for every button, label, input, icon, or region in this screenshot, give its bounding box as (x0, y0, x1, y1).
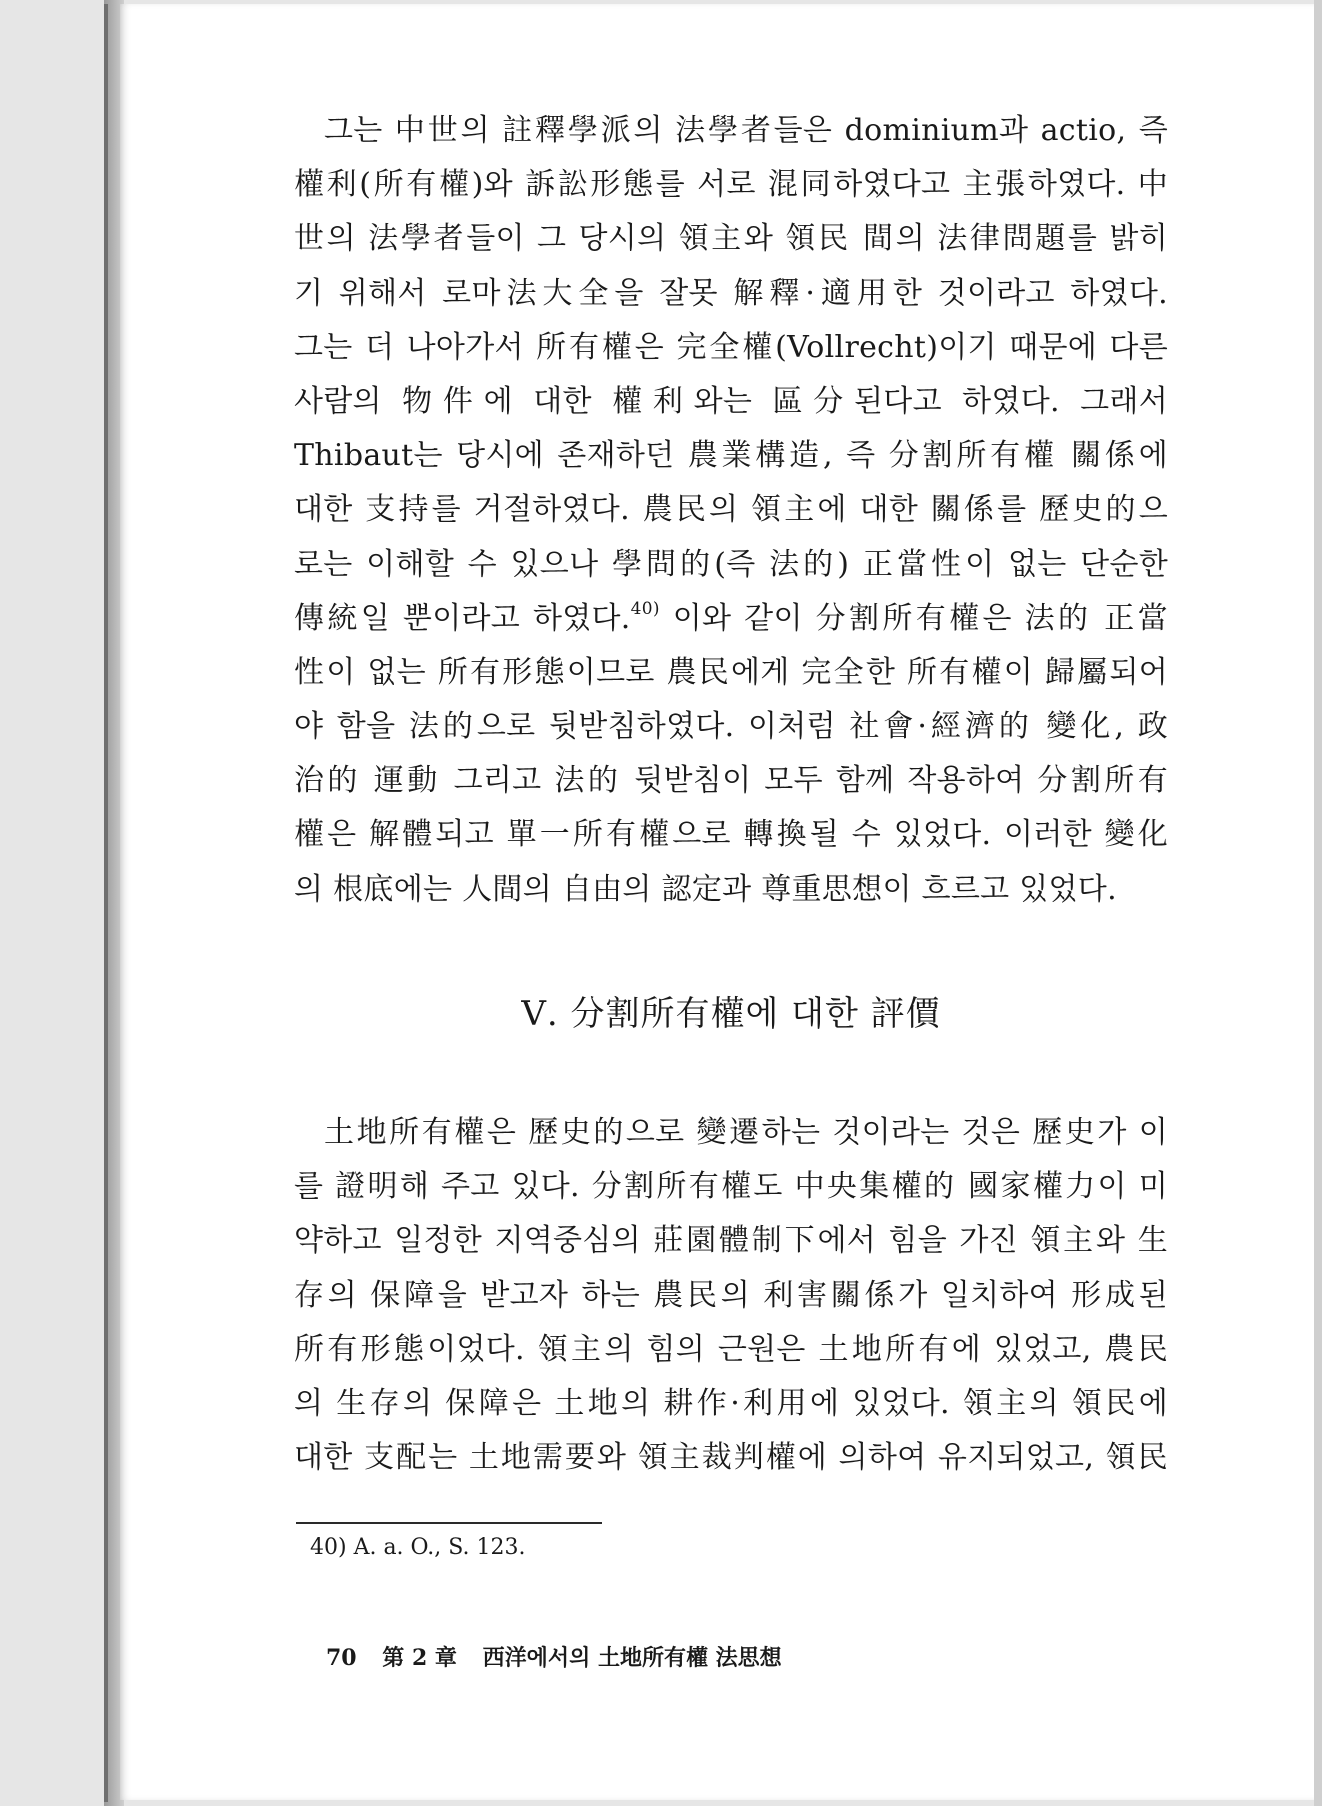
text-line: 대한 支持를 거절하였다. 農民의 領主에 대한 關係를 歷史的으 (294, 492, 1168, 528)
body-paragraph-1 (294, 104, 1168, 917)
footnote: 40) A. a. O., S. 123. (310, 1535, 526, 1560)
text-line: 權은 解體되고 單一所有權으로 轉換될 수 있었다. 이러한 變化 (294, 817, 1168, 853)
text-line: 所有形態이었다. 領主의 힘의 근원은 土地所有에 있었고, 農民 (294, 1331, 1168, 1367)
text-segment: 이와 같이 分割所有權은 法的 正當 (672, 600, 1168, 636)
running-footer (326, 1642, 782, 1674)
text-line: 土地所有權은 歷史的으로 變遷하는 것이라는 것은 歷史가 이 (324, 1115, 1168, 1150)
text-line: Thibaut는 당시에 존재하던 農業構造, 즉 分割所有權 關係에 (294, 438, 1168, 474)
footnote-reference: 40) (630, 598, 660, 619)
text-line-with-footnote-ref (294, 592, 1168, 646)
text-line: 대한 支配는 土地需要와 領主裁判權에 의하여 유지되었고, 領民 (294, 1440, 1168, 1476)
text-line: 存의 保障을 받고자 하는 農民의 利害關係가 일치하여 形成된 (294, 1277, 1168, 1313)
body-paragraph-2 (294, 1106, 1168, 1485)
text-line: 약하고 일정한 지역중심의 莊園體制下에서 힘을 가진 領主와 生 (294, 1223, 1168, 1259)
text-line: 權利(所有權)와 訴訟形態를 서로 混同하였다고 主張하였다. 中 (294, 167, 1168, 203)
page-right-edge (1314, 0, 1322, 1806)
page-left-edge (104, 4, 108, 1802)
chapter-title: 西洋에서의 土地所有權 法思想 (482, 1645, 782, 1671)
text-line: 야 함을 法的으로 뒷받침하였다. 이처럼 社會·經濟的 變化, 政 (294, 709, 1168, 745)
footnote-divider (296, 1522, 602, 1524)
text-line: 사람의 物件에 대한 權利와는 區分된다고 하였다. 그래서 (294, 383, 1168, 419)
text-line: 世의 法學者들이 그 당시의 領主와 領民 間의 法律問題를 밝히 (294, 221, 1168, 257)
text-line: 의 根底에는 人間의 自由의 認定과 尊重思想이 흐르고 있었다. (294, 871, 1117, 907)
text-segment: 傳統일 뿐이라고 하였다. (294, 600, 631, 636)
text-line: 를 證明해 주고 있다. 分割所有權도 中央集權的 國家權力이 미 (294, 1169, 1168, 1205)
section-heading: Ⅴ. 分割所有權에 대한 評價 (521, 994, 941, 1034)
page-number: 70 (326, 1645, 357, 1671)
text-line: 그는 더 나아가서 所有權은 完全權(Vollrecht)이기 때문에 다른 (294, 329, 1168, 365)
text-line: 그는 中世의 註釋學派의 法學者들은 dominium과 actio, 즉 (324, 113, 1168, 148)
text-line: 의 生存의 保障은 土地의 耕作·利用에 있었다. 領主의 領民에 (294, 1385, 1168, 1421)
text-line: 로는 이해할 수 있으나 學問的(즉 法的) 正當性이 없는 단순한 (294, 546, 1168, 582)
text-line: 治的 運動 그리고 法的 뒷받침이 모두 함께 작용하여 分割所有 (294, 763, 1168, 799)
chapter-number: 第 2 章 (382, 1645, 457, 1671)
text-line: 性이 없는 所有形態이므로 農民에게 完全한 所有權이 歸屬되어 (294, 654, 1168, 690)
text-line: 기 위해서 로마法大全을 잘못 解釋·適用한 것이라고 하였다. (294, 275, 1168, 311)
